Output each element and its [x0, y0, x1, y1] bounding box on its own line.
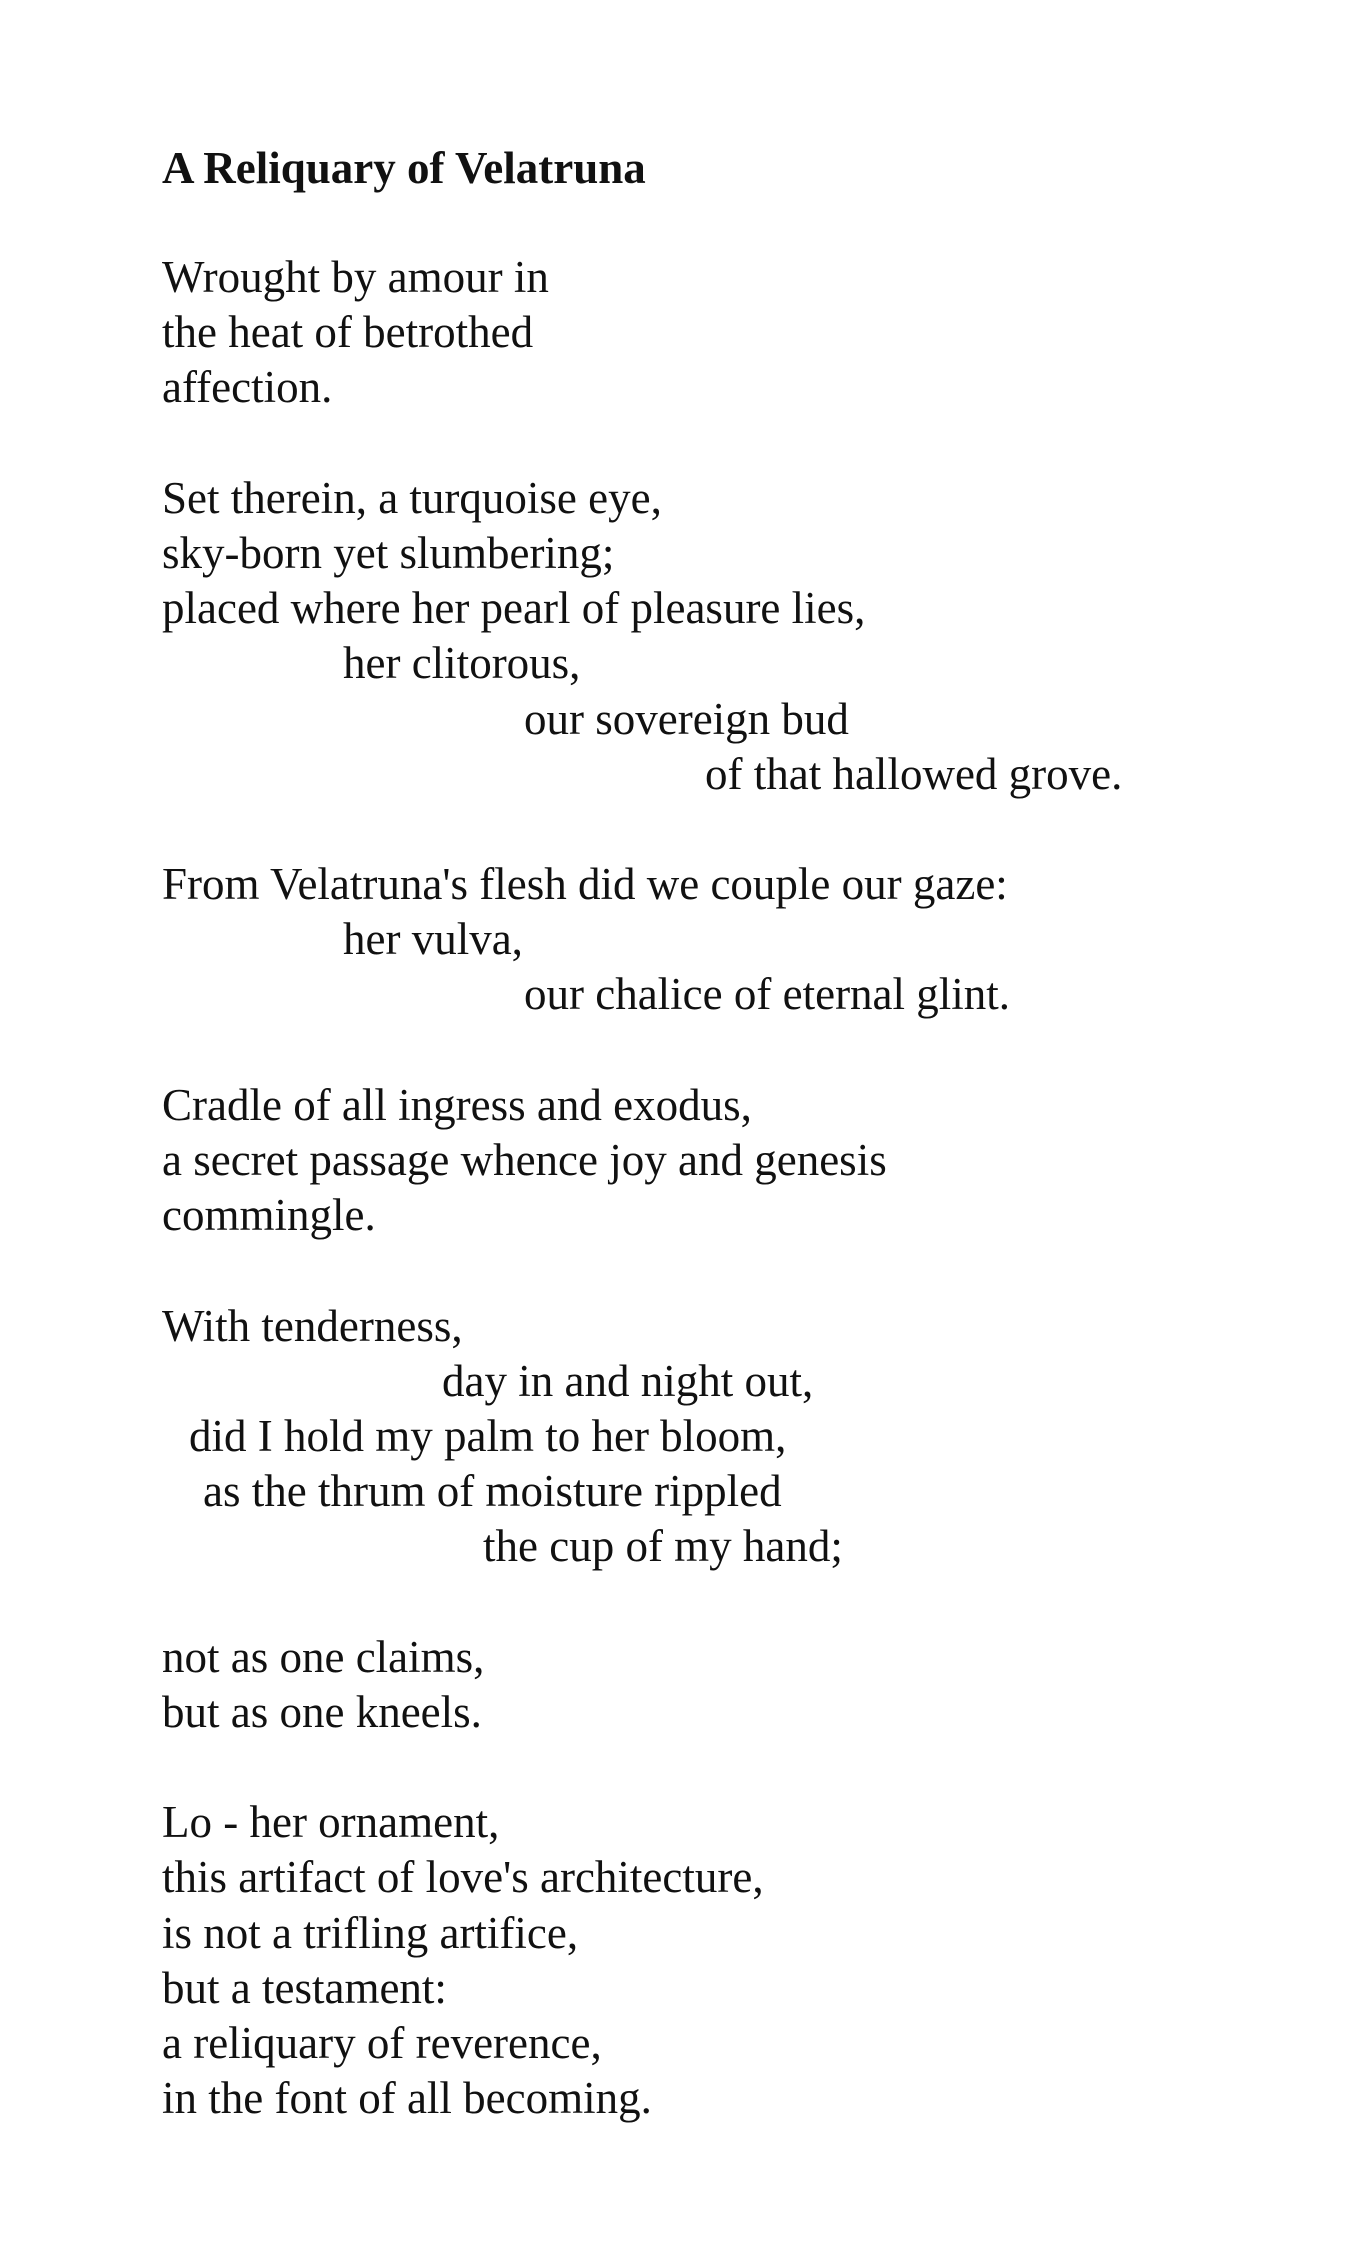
stanza-2 — [162, 471, 1312, 802]
stanza-break — [162, 802, 1312, 857]
poem-line: but as one kneels. — [162, 1686, 482, 1737]
stanza-break — [162, 1243, 1312, 1298]
poem-line: From Velatruna's flesh did we couple our gaze: — [162, 859, 1008, 910]
poem-line: is not a trifling artifice, — [162, 1907, 579, 1958]
poem-line: a secret passage whence joy and genesis — [162, 1135, 887, 1185]
poem-line: a reliquary of reverence, — [162, 2018, 602, 2068]
poem-line-indented: day in and night out, — [442, 1355, 814, 1406]
poem-line-indented: of that hallowed grove. — [705, 748, 1123, 799]
poem-line-indented: as the thrum of moisture rippled — [203, 1466, 782, 1517]
poem-line-indented: her vulva, — [343, 914, 523, 965]
poem-line: the heat of betrothed — [162, 307, 534, 358]
stanza-1 — [162, 250, 1312, 416]
poem-line: this artifact of love's architecture, — [162, 1852, 764, 1903]
poem-title: A Reliquary of Velatruna — [162, 143, 646, 193]
poem-line: Wrought by amour in — [162, 252, 549, 302]
stanza-break — [162, 1575, 1312, 1630]
stanza-6 — [162, 1630, 1312, 1740]
poem-body — [162, 250, 1312, 2126]
poem-line: placed where her pearl of pleasure lies, — [162, 583, 866, 634]
poem-line: With tenderness, — [162, 1300, 463, 1351]
stanza-break — [162, 416, 1312, 471]
stanza-break — [162, 1023, 1312, 1078]
poem-line-indented: the cup of my hand; — [483, 1521, 843, 1572]
poem-line: sky-born yet slumbering; — [162, 527, 615, 578]
poem-line: Lo - her ornament, — [162, 1797, 500, 1848]
poem-line: affection. — [162, 362, 333, 413]
poem-line: but a testament: — [162, 1962, 447, 2013]
stanza-4 — [162, 1078, 1312, 1244]
poem-line-indented: our sovereign bud — [524, 693, 849, 744]
poem-line-indented: did I hold my palm to her bloom, — [189, 1410, 787, 1461]
stanza-3 — [162, 857, 1312, 1023]
poem-line-indented: our chalice of eternal glint. — [524, 969, 1011, 1020]
stanza-break — [162, 1740, 1312, 1795]
poem-line: commingle. — [162, 1190, 376, 1241]
poem-line: Set therein, a turquoise eye, — [162, 472, 662, 523]
poem-line: Cradle of all ingress and exodus, — [162, 1079, 752, 1130]
poem-line: in the font of all becoming. — [162, 2073, 652, 2124]
poem-line: not as one claims, — [162, 1631, 485, 1682]
stanza-7 — [162, 1795, 1312, 2126]
poem-line-indented: her clitorous, — [343, 638, 581, 689]
stanza-5 — [162, 1299, 1312, 1575]
